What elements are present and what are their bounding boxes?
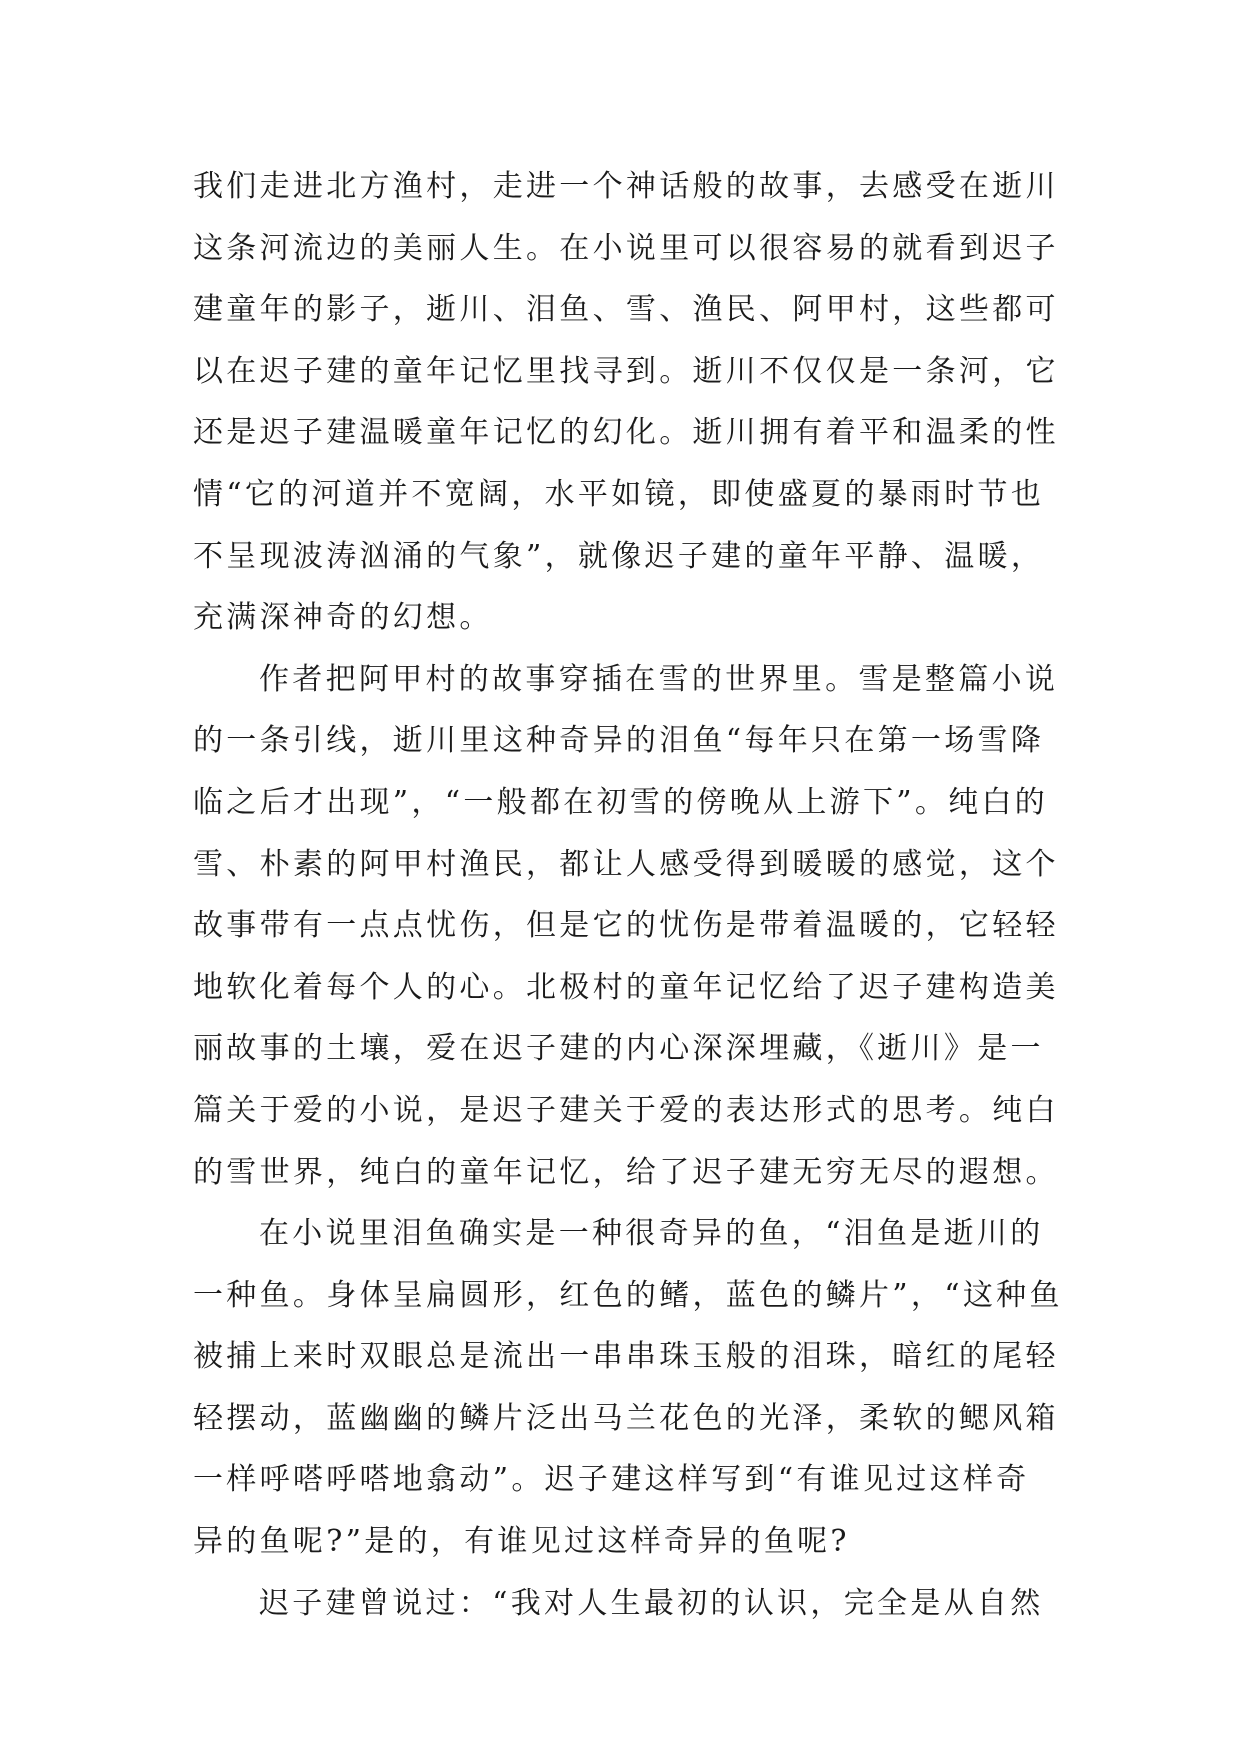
text-line: 以在迟子建的童年记忆里找寻到。逝川不仅仅是一条河，它 — [193, 353, 1059, 389]
text-line: 的雪世界，纯白的童年记忆，给了迟子建无穷无尽的遐想。 — [193, 1154, 1059, 1190]
text-line: 充满深神奇的幻想。 — [193, 600, 493, 636]
text-line: 被捕上来时双眼总是流出一串串珠玉般的泪珠，暗红的尾轻 — [193, 1339, 1059, 1375]
text-line: 轻摆动，蓝幽幽的鳞片泛出马兰花色的光泽，柔软的鳃风箱 — [193, 1400, 1059, 1436]
text-line: 地软化着每个人的心。北极村的童年记忆给了迟子建构造美 — [193, 969, 1059, 1005]
text-line: 作者把阿甲村的故事穿插在雪的世界里。雪是整篇小说 — [259, 661, 1059, 697]
body-text — [193, 156, 1093, 1634]
text-line: 建童年的影子，逝川、泪鱼、雪、渔民、阿甲村，这些都可 — [193, 292, 1059, 328]
text-line: 临之后才出现”，“一般都在初雪的傍晚从上游下”。纯白的 — [193, 784, 1049, 820]
text-line: 我们走进北方渔村，走进一个神话般的故事，去感受在逝川 — [193, 169, 1059, 204]
text-line: 一样呼嗒呼嗒地翕动”。迟子建这样写到“有谁见过这样奇 — [193, 1462, 1030, 1498]
text-line: 不呈现波涛汹涌的气象”，就像迟子建的童年平静、温暖， — [193, 538, 1045, 574]
text-line: 这条河流边的美丽人生。在小说里可以很容易的就看到迟子 — [193, 230, 1059, 266]
text-line: 情“它的河道并不宽阔，水平如镜，即使盛夏的暴雨时节也 — [193, 476, 1045, 512]
text-line: 篇关于爱的小说，是迟子建关于爱的表达形式的思考。纯白 — [193, 1092, 1059, 1128]
text-line: 故事带有一点点忧伤，但是它的忧伤是带着温暖的，它轻轻 — [193, 908, 1059, 944]
text-line: 雪、朴素的阿甲村渔民，都让人感受得到暖暖的感觉，这个 — [193, 846, 1059, 882]
text-line: 在小说里泪鱼确实是一种很奇异的鱼，“泪鱼是逝川的 — [259, 1216, 1044, 1252]
text-line: 的一条引线，逝川里这种奇异的泪鱼“每年只在第一场雪降 — [193, 723, 1045, 759]
text-line: 还是迟子建温暖童年记忆的幻化。逝川拥有着平和温柔的性 — [193, 415, 1059, 451]
text-line: 一种鱼。身体呈扁圆形，红色的鳍，蓝色的鳞片”，“这种鱼 — [193, 1277, 1063, 1313]
text-line: 丽故事的土壤，爱在迟子建的内心深深埋藏，《逝川》是一 — [193, 1031, 1044, 1067]
text-line: 迟子建曾说过：“我对人生最初的认识，完全是从自然 — [259, 1585, 1044, 1621]
text-line: 异的鱼呢?”是的，有谁见过这样奇异的鱼呢? — [193, 1524, 850, 1560]
